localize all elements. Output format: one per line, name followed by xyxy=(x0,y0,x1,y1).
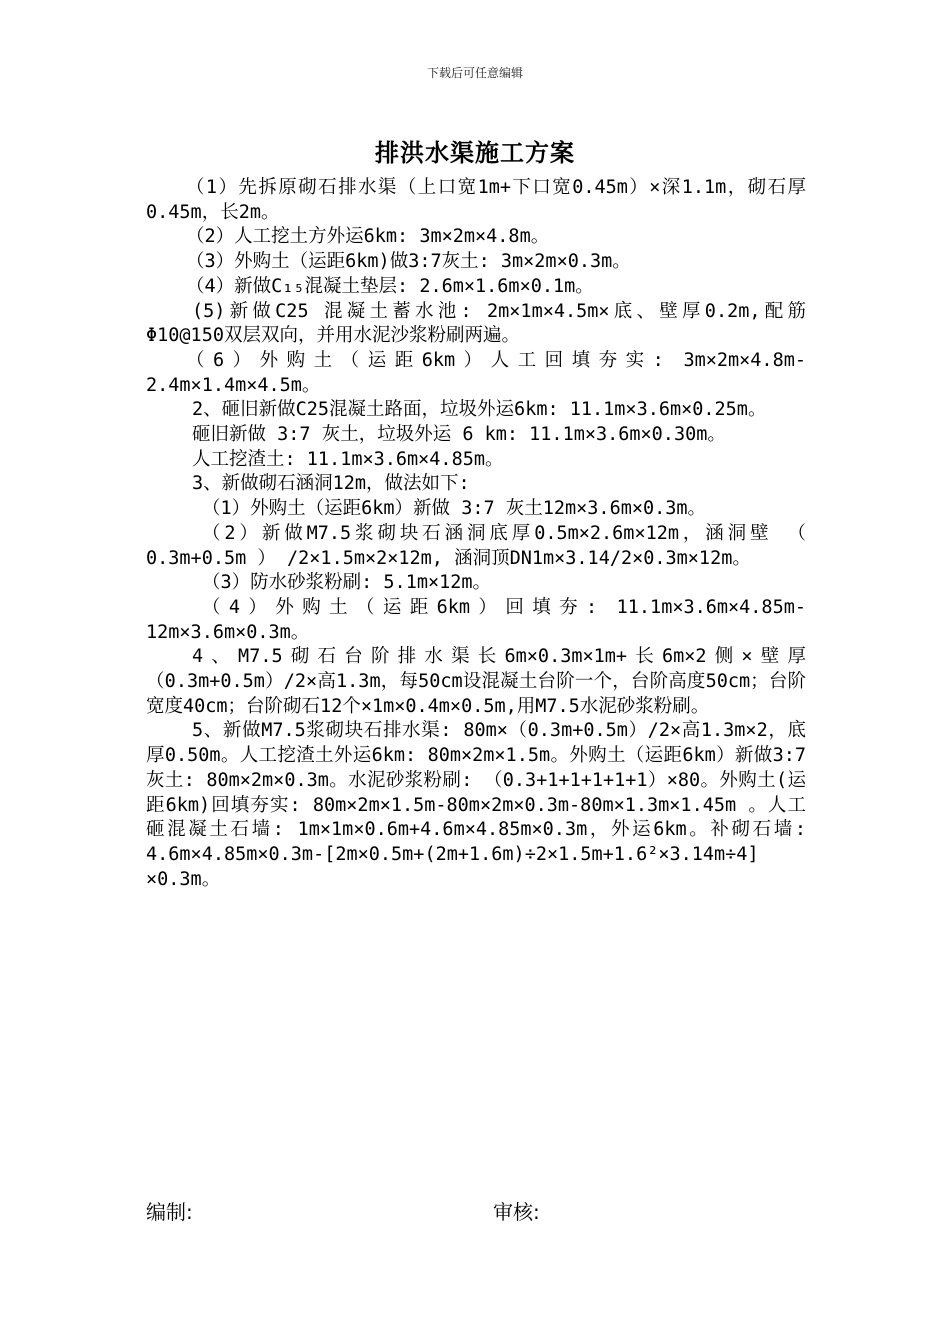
paragraph: （4）新做C₁₅混凝土垫层: 2.6m×1.6m×0.1m。 xyxy=(186,275,594,297)
paragraph: （2）人工挖土方外运6km: 3m×2m×4.8m。 xyxy=(186,226,550,248)
paragraph: 2、砸旧新做C25混凝土路面，垃圾外运6km: 11.1m×3.6m×0.25m。 xyxy=(192,399,767,421)
paragraph: （3）外购土（运距6km)做3:7灰土: 3m×2m×0.3m。 xyxy=(186,251,631,273)
paragraph: 3、新做砌石涵洞12m，做法如下: xyxy=(192,473,470,495)
document-title: 排洪水渠施工方案 xyxy=(375,139,575,167)
paragraph: （1）先拆原砌石排水渠（上口宽1m+下口宽0.45m）×深1.1m，砌石厚0.45m，长2m。 xyxy=(146,177,806,223)
paragraph: （4）外购土（运距6km）回填夯: 11.1m×3.6m×4.85m-12m×3.6m×0.3m。 xyxy=(146,596,806,643)
paragraph: （3）防水砂浆粉刷: 5.1m×12m。 xyxy=(202,572,492,594)
paragraph: 4、M7.5砌石台阶排水渠长6m×0.3m×1m+长6m×2侧×壁厚（0.3m+0.5m）/2×高1.3m，每50cm设混凝土台阶一个，台阶高度50cm；台阶宽度40cm；台阶砌石12个×1m×0.4m×0.5m,用M7.5水泥砂浆粉刷。 xyxy=(146,646,806,717)
paragraph: 砸旧新做 3:7 灰土，垃圾外运 6 km: 11.1m×3.6m×0.30m。 xyxy=(192,424,726,446)
paragraph: （2）新做M7.5浆砌块石涵洞底厚0.5m×2.6m×12m，涵洞壁 （ 0.3m+0.5m ） /2×1.5m×2×12m, 涵洞顶DN1m×3.14/2×0.3m×12m。 xyxy=(146,522,806,569)
paragraph: （6）外购土（运距6km）人工回填夯实: 3m×2m×4.8m-2.4m×1.4m×4.5m。 xyxy=(146,349,806,396)
compiler-signature-label: 编制: xyxy=(146,1200,193,1224)
paragraph: （1）外购土（运距6km）新做 3:7 灰土12m×3.6m×0.3m。 xyxy=(202,498,707,520)
paragraph: 人工挖渣土: 11.1m×3.6m×4.85m。 xyxy=(192,448,504,470)
page-header: 下载后可任意编辑 xyxy=(426,66,523,80)
paragraph: 5、新做M7.5浆砌块石排水渠: 80m×（0.3m+0.5m）/2×高1.3m×2，底厚0.50m。人工挖渣土外运6km: 80m×2m×1.5m。外购土（运距6km）新做3:7灰土: 80m×2m×0.3m。水泥砂浆粉刷: （0.3+1+1+1+1+1）×80。外购土(运距6km)回填夯实: 80m×2m×1.5m-80m×2m×0.3m-80m×1.3m×1.45m 。人工砸混凝土石墙: 1m×1m×0.6m+4.6m×4.85m×0.3m，外运6km。补砌石墙: 4.6m×4.85m×0.3m-[2m×0.5m+(2m+1.6m)÷2×1.5m+1.6²×3.14m÷4] ×0.3m。 xyxy=(146,720,806,890)
reviewer-signature-label: 审核: xyxy=(493,1200,540,1224)
document-body xyxy=(146,176,806,892)
paragraph: (5)新做C25 混凝土蓄水池: 2m×1m×4.5m×底、壁厚0.2m,配筋Φ10@150双层双向，并用水泥沙浆粉刷两遍。 xyxy=(146,300,806,347)
